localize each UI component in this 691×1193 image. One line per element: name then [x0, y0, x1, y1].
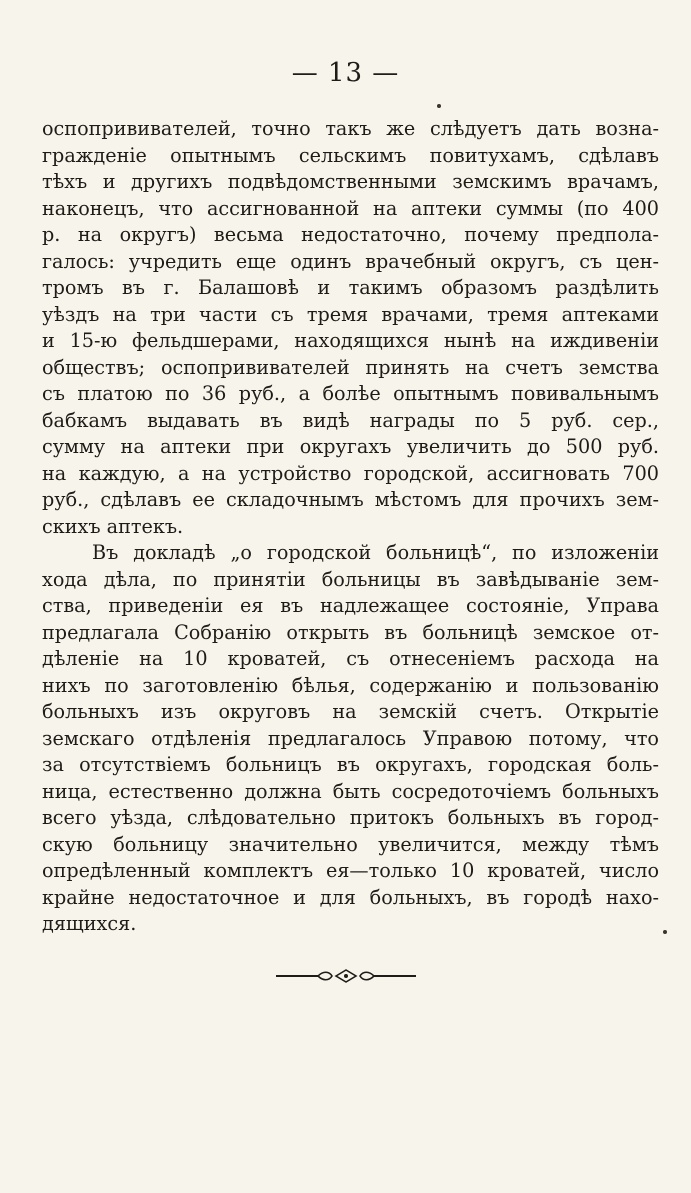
text-line: уѣздъ на три части съ тремя врачами, тремя аптеками — [42, 302, 659, 326]
text-line: дѣленіе на 10 кроватей, съ отнесеніемъ расхода на — [42, 647, 659, 670]
text-line: опредѣленный комплектъ ея—только 10 кроватей, число — [42, 859, 659, 882]
ornament-left-loop — [318, 972, 332, 980]
text-line: оспопрививателей, точно такъ же слѣдуетъ дать возна- — [42, 117, 659, 140]
text-line: на каждую, а на устройство городской, ассигновать 700 — [42, 461, 659, 485]
paragraph-1 — [42, 116, 659, 540]
text-line: всего уѣзда, слѣдовательно притокъ больныхъ въ город- — [42, 806, 659, 829]
ornament-center-dot — [344, 974, 348, 978]
text-line: тромъ въ г. Балашовѣ и такимъ образомъ раздѣлить — [42, 276, 659, 299]
ornament-right-loop — [360, 972, 374, 980]
text-line: скую больницу значительно увеличится, между тѣмъ — [42, 832, 659, 856]
text-line: и 15-ю фельдшерами, находящихся нынѣ на иждивеніи — [42, 329, 659, 352]
text-line: за отсутствіемъ больницъ въ округахъ, городская боль- — [42, 753, 659, 776]
text-line: Въ докладѣ „о городской больницѣ“, по изложеніи — [92, 541, 659, 564]
tailpiece-ornament-icon — [276, 968, 416, 984]
text-line: р. на округъ) весьма недостаточно, почему предпола- — [42, 223, 659, 246]
text-line: наконецъ, что ассигнованной на аптеки суммы (по 400 — [42, 196, 659, 220]
text-line: ница, естественно должна быть сосредоточіемъ больныхъ — [42, 779, 659, 803]
text-line: руб., сдѣлавъ ее складочнымъ мѣстомъ для прочихъ зем- — [42, 488, 659, 511]
paragraph-2 — [42, 540, 659, 938]
text-line: хода дѣла, по принятіи больницы въ завѣдываніе зем- — [42, 567, 659, 591]
text-line: сумму на аптеки при округахъ увеличить до 500 руб. — [42, 435, 659, 458]
text-line: съ платою по 36 руб., а болѣе опытнымъ повивальнымъ — [42, 382, 659, 405]
text-line: обществъ; оспопрививателей принять на счетъ земства — [42, 355, 659, 379]
ink-speck — [663, 930, 667, 934]
text-line: тѣхъ и другихъ подвѣдомственными земскимъ врачамъ, — [42, 170, 659, 193]
text-line: больныхъ изъ округовъ на земскій счетъ. Открытіе — [42, 700, 659, 723]
text-line: нихъ по заготовленію бѣлья, содержанію и пользованію — [42, 673, 659, 697]
text-line: бабкамъ выдавать въ видѣ награды по 5 руб. сер., — [42, 408, 659, 432]
body-text — [42, 116, 659, 938]
text-line: ства, приведеніи ея въ надлежащее состояніе, Управа — [42, 594, 659, 617]
page-number: — 13 — — [291, 58, 400, 88]
text-line: галось: учредить еще одинъ врачебный округъ, съ цен- — [42, 249, 659, 273]
ink-speck — [437, 104, 441, 108]
text-line: земскаго отдѣленія предлагалось Управою потому, что — [42, 726, 659, 750]
text-line: дящихся. — [42, 912, 137, 935]
text-line: скихъ аптекъ. — [42, 514, 184, 538]
text-line: предлагала Собранію открыть въ больницѣ земское от- — [42, 620, 659, 644]
text-line: гражденіе опытнымъ сельскимъ повитухамъ, сдѣлавъ — [42, 143, 659, 167]
text-line: крайне недостаточное и для больныхъ, въ городѣ нахо- — [42, 885, 659, 909]
